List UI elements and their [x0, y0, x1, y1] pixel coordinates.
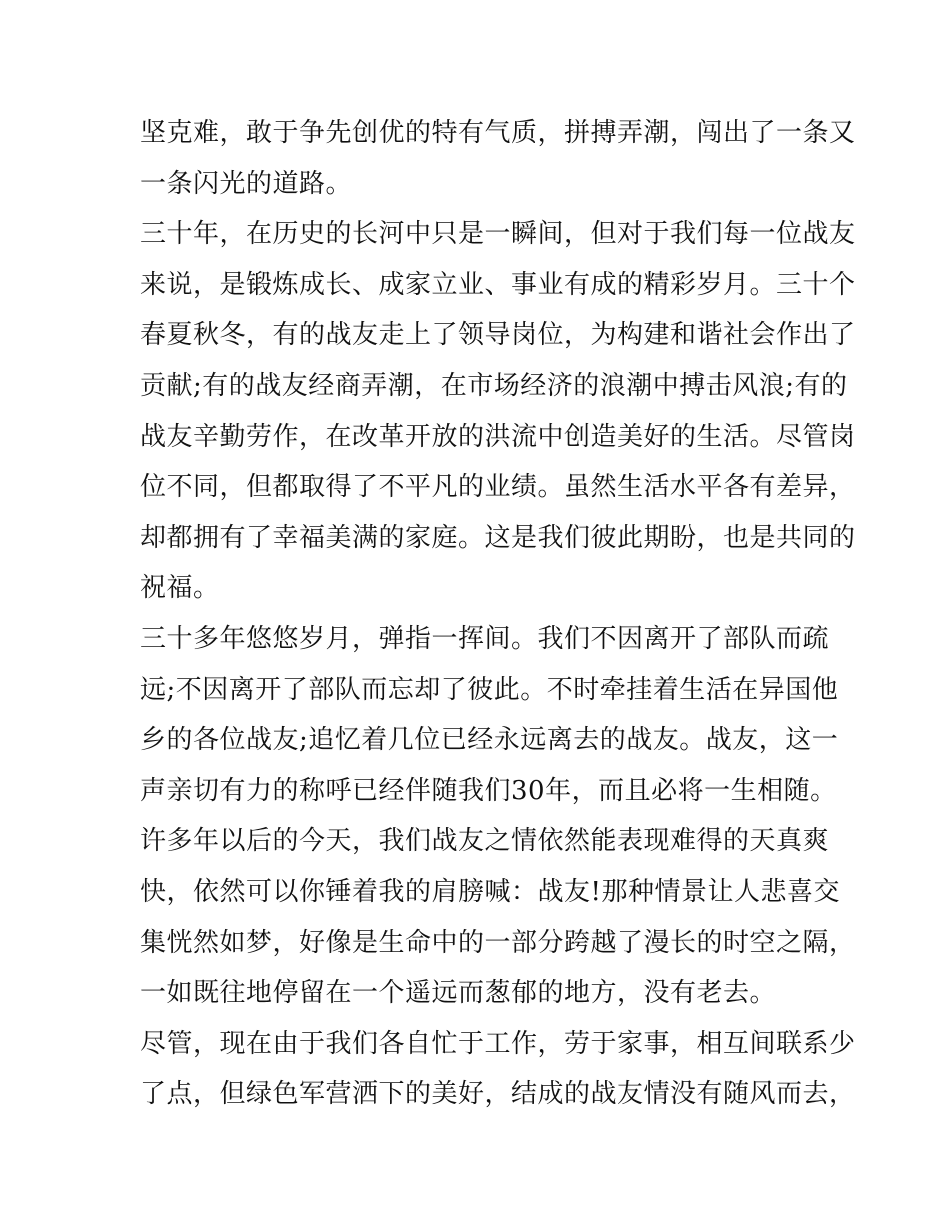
body-text [140, 108, 856, 1120]
text-line: 位不同，但都取得了不平凡的业绩。虽然生活水平各有差异， [140, 472, 856, 503]
text-line: 声亲切有力的称呼已经伴随我们30年，而且必将一生相随。 [140, 775, 837, 806]
text-line: 集恍然如梦，好像是生命中的一部分跨越了漫长的时空之隔， [140, 927, 856, 958]
text-line: 一如既往地停留在一个遥远而葱郁的地方，没有老去。 [140, 978, 777, 1009]
text-line: 三十多年悠悠岁月，弹指一挥间。我们不因离开了部队而疏 [140, 623, 830, 654]
text-line: 坚克难，敢于争先创优的特有气质，拼搏弄潮，闯出了一条又 [140, 118, 856, 148]
text-line: 许多年以后的今天，我们战友之情依然能表现难得的天真爽 [140, 826, 830, 857]
text-line: 乡的各位战友;追忆着几位已经永远离去的战友。战友，这一 [140, 725, 839, 756]
text-line: 贡献;有的战友经商弄潮，在市场经济的浪潮中搏击风浪;有的 [140, 370, 848, 401]
text-line: 来说，是锻炼成长、成家立业、事业有成的精彩岁月。三十个 [140, 269, 856, 300]
text-line: 春夏秋冬，有的战友走上了领导岗位，为构建和谐社会作出了 [140, 320, 856, 351]
text-line: 远;不因离开了部队而忘却了彼此。不时牵挂着生活在异国他 [140, 674, 839, 705]
text-line: 快，依然可以你锤着我的肩膀喊：战友!那种情景让人悲喜交 [140, 876, 840, 907]
text-line: 一条闪光的道路。 [140, 168, 353, 199]
text-line: 尽管，现在由于我们各自忙于工作，劳于家事，相互间联系少 [140, 1028, 856, 1059]
text-line: 三十年，在历史的长河中只是一瞬间，但对于我们每一位战友 [140, 219, 856, 250]
text-line: 却都拥有了幸福美满的家庭。这是我们彼此期盼，也是共同的 [140, 522, 856, 553]
text-line: 祝福。 [140, 573, 220, 604]
text-line: 了点，但绿色军营洒下的美好，结成的战友情没有随风而去， [140, 1079, 856, 1110]
text-line: 战友辛勤劳作，在改革开放的洪流中创造美好的生活。尽管岗 [140, 421, 856, 452]
